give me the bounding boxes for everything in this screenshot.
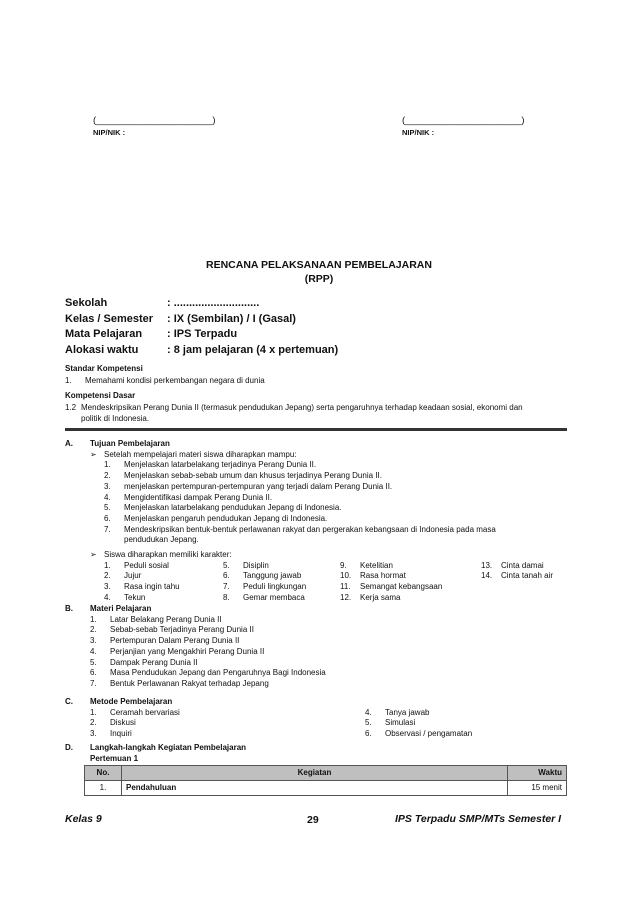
table-row: [85, 781, 567, 796]
karakter-item: [481, 582, 571, 593]
list-item: 6. Menjelaskan pengaruh pendudukan Jepang di Indonesia.: [104, 513, 328, 523]
list-item: 5. Menjelaskan latarbelakang pendudukan Jepang di Indonesia.: [104, 503, 342, 513]
title-line-1: RENCANA PELAKSANAAN PEMBELAJARAN: [206, 259, 432, 271]
karakter-item: 4. Tekun: [104, 592, 146, 602]
karakter-item: 5. Disiplin: [223, 560, 269, 570]
section-d: [65, 743, 567, 796]
list-item-cont: pendudukan Jepang.: [124, 535, 199, 545]
section-letter: A.: [65, 439, 73, 448]
list-item: 6. Masa Pendudukan Jepang dan Pengaruhnya Bagi Indonesia: [90, 668, 326, 678]
intro-text: Siswa diharapkan memiliki karakter:: [104, 550, 232, 560]
karakter-item: 13. Cinta damai: [481, 560, 544, 570]
footer-left: Kelas 9: [65, 813, 102, 825]
kompetensi-text: Mendeskripsikan Perang Dunia II (termasuk pendudukan Jepang) serta pengaruhnya terhadap keadaan sosial, ekonomi dan: [81, 403, 523, 412]
col-header-kegiatan: Kegiatan: [122, 766, 508, 781]
info-row: [65, 343, 338, 359]
table-header-row: [85, 766, 567, 781]
title-line-2: (RPP): [304, 273, 334, 285]
section-letter: C.: [65, 697, 73, 706]
list-item: 7. Mendeskripsikan bentuk-bentuk perlawanan rakyat dan pergerakan kebangsaan di Indonesia pada masa: [104, 524, 496, 534]
standar-kompetensi: [65, 363, 265, 386]
page-number: 29: [307, 814, 319, 826]
section-a: [65, 439, 567, 604]
kompetensi-text-cont: politik di Indonesia.: [81, 414, 150, 423]
signature-left: [93, 115, 216, 137]
list-item: 3. Inquiri: [90, 729, 132, 739]
list-item: 1. Menjelaskan latarbelakang terjadinya Perang Dunia II.: [104, 460, 317, 470]
list-item: 2. Diskusi: [90, 718, 136, 728]
section-heading: Metode Pembelajaran: [90, 697, 173, 706]
karakter-item: 9. Ketelitian: [340, 560, 393, 570]
arrow-bullet-icon: ➢: [90, 550, 97, 560]
list-item: 3. Pertempuran Dalam Perang Dunia II: [90, 636, 240, 646]
info-label: Kelas / Semester: [65, 312, 154, 325]
section-heading: Langkah-langkah Kegiatan Pembelajaran: [90, 743, 247, 752]
section-heading: Materi Pelajaran: [90, 604, 152, 613]
kompetensi-num: 1.2: [65, 403, 77, 412]
karakter-item: 10. Rasa hormat: [340, 571, 406, 581]
col-header-waktu: Waktu: [508, 766, 567, 781]
info-row: [65, 296, 338, 312]
list-item: 3. menjelaskan pertempuran-pertempuran yang terjadi dalam Perang Dunia II.: [104, 481, 393, 491]
karakter-item: 8. Gemar membaca: [223, 592, 305, 602]
pertemuan-label: Pertemuan 1: [90, 753, 139, 763]
cell-waktu: 15 menit: [508, 781, 567, 796]
list-item: 5. Dampak Perang Dunia II: [90, 657, 198, 667]
karakter-item: 7. Peduli lingkungan: [223, 582, 307, 592]
signature-line: (______________________): [93, 115, 216, 126]
section-c: [65, 697, 567, 740]
info-label: Alokasi waktu: [65, 343, 139, 356]
standar-heading: Standar Kompetensi: [65, 364, 143, 373]
info-row: [65, 327, 338, 343]
cell-no: 1.: [85, 781, 122, 796]
nip-label: NIP/NIK :: [93, 128, 126, 137]
karakter-item: 1. Peduli sosial: [104, 560, 169, 570]
materi-list: [90, 615, 567, 690]
karakter-item: 6. Tanggung jawab: [223, 571, 302, 581]
list-item: 4. Mengidentifikasi dampak Perang Dunia II.: [104, 492, 273, 502]
karakter-item: 11. Semangat kebangsaan: [340, 582, 443, 592]
karakter-item: 12. Kerja sama: [340, 592, 401, 602]
list-item: 4. Perjanjian yang Mengakhiri Perang Dunia II: [90, 646, 265, 656]
list-item: 1. Latar Belakang Perang Dunia II: [90, 614, 222, 624]
col-header-no: No.: [85, 766, 122, 781]
standar-text: Memahami kondisi perkembangan negara di dunia: [85, 376, 265, 385]
kompetensi-dasar: [65, 390, 567, 424]
signature-right: [402, 115, 525, 137]
info-block: [65, 296, 338, 358]
footer-right: IPS Terpadu SMP/MTs Semester I: [395, 813, 562, 825]
list-item: 5. Simulasi: [365, 718, 416, 728]
section-heading: Tujuan Pembelajaran: [90, 439, 170, 448]
kegiatan-table: [84, 765, 567, 796]
info-value: : IX (Sembilan) / I (Gasal): [167, 312, 296, 325]
karakter-item: 14. Cinta tanah air: [481, 571, 554, 581]
signature-line: (______________________): [402, 115, 525, 126]
karakter-grid: [104, 561, 567, 604]
info-label: Mata Pelajaran: [65, 328, 143, 340]
section-b: [65, 604, 567, 690]
info-row: [65, 312, 338, 328]
kompetensi-heading: Kompetensi Dasar: [65, 391, 136, 400]
divider: [65, 428, 567, 431]
karakter-item: 2. Jujur: [104, 571, 142, 581]
info-value: : ............................: [167, 297, 260, 309]
list-item: 1. Ceramah bervariasi: [90, 707, 180, 717]
list-item: 6. Observasi / pengamatan: [365, 729, 473, 739]
list-item: 4. Tanya jawab: [365, 707, 430, 717]
section-letter: B.: [65, 604, 73, 613]
info-value: : 8 jam pelajaran (4 x pertemuan): [167, 343, 339, 356]
list-item: 2. Sebab-sebab Terjadinya Perang Dunia II: [90, 625, 254, 635]
info-value: : IPS Terpadu: [167, 328, 238, 340]
karakter-item: 3. Rasa ingin tahu: [104, 582, 180, 592]
arrow-bullet-icon: ➢: [90, 449, 97, 459]
metode-list: [90, 708, 567, 740]
list-item: 7. Bentuk Perlawanan Rakyat terhadap Jepang: [90, 678, 269, 688]
info-label: Sekolah: [65, 297, 108, 309]
document-title: [0, 258, 638, 286]
tujuan-list: [104, 460, 567, 546]
intro-text: Setelah mempelajari materi siswa diharapkan mampu:: [104, 449, 297, 459]
standar-num: 1.: [65, 376, 72, 385]
karakter-item: [481, 593, 571, 604]
section-letter: D.: [65, 743, 73, 752]
list-item: 2. Menjelaskan sebab-sebab umum dan khusus terjadinya Perang Dunia II.: [104, 471, 382, 481]
nip-label: NIP/NIK :: [402, 128, 435, 137]
cell-kegiatan: Pendahuluan: [122, 781, 508, 796]
